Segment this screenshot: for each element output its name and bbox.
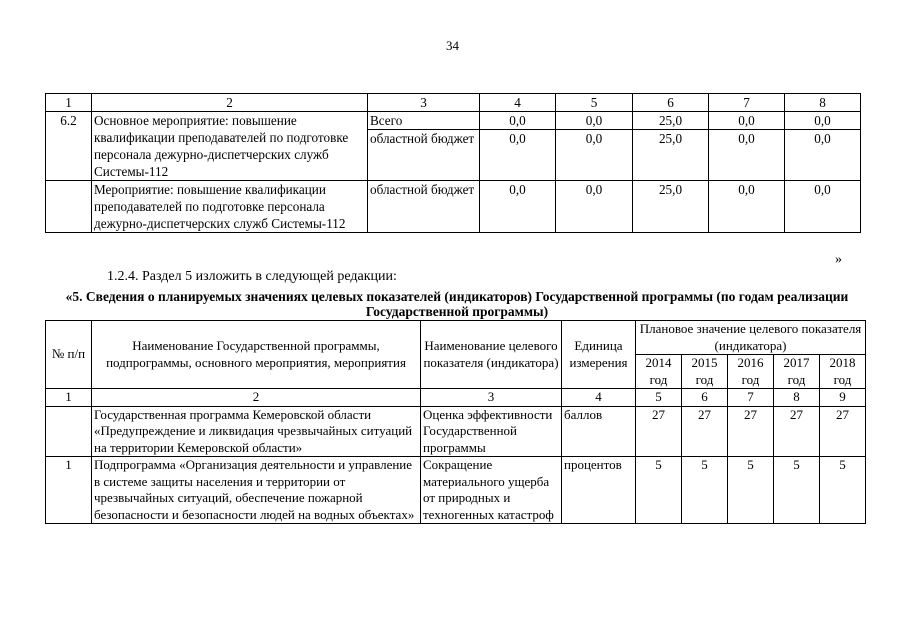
value-cell: 27 [636, 406, 682, 457]
header-cell: 5 [556, 94, 633, 112]
header-cell: 6 [633, 94, 709, 112]
header-year: 2015 год [682, 355, 728, 389]
value-cell: 0,0 [480, 130, 556, 181]
unit: баллов [562, 406, 636, 457]
table-row [46, 181, 861, 233]
program-name: Подпрограмма «Организация деятельности и управление в системе защиты населения и территории от чрезвычайных ситуаций, обеспечение пожарной безопасности и безопасности людей на водных объектах» [92, 457, 421, 524]
table-header-row [46, 321, 866, 355]
header-cell: 8 [785, 94, 861, 112]
funding-source: областной бюджет [368, 181, 480, 233]
program-name: Государственная программа Кемеровской области «Предупреждение и ликвидация чрезвычайных ситуаций на территории Кемеровской области» [92, 406, 421, 457]
column-number: 1 [46, 389, 92, 407]
value-cell: 5 [728, 457, 774, 524]
column-number-row [46, 389, 866, 407]
header-cell: 7 [709, 94, 785, 112]
header-year: 2017 год [774, 355, 820, 389]
value-cell: 27 [774, 406, 820, 457]
row-number: 6.2 [46, 112, 92, 181]
header-cell: 3 [368, 94, 480, 112]
value-cell: 25,0 [633, 112, 709, 130]
column-number: 5 [636, 389, 682, 407]
value-cell: 0,0 [480, 112, 556, 130]
value-cell: 27 [820, 406, 866, 457]
row-number [46, 181, 92, 233]
header-year: 2018 год [820, 355, 866, 389]
value-cell: 0,0 [709, 181, 785, 233]
header-cell: 2 [92, 94, 368, 112]
indicators-table [45, 320, 866, 524]
value-cell: 0,0 [556, 130, 633, 181]
funding-table [45, 93, 861, 233]
funding-source: областной бюджет [368, 130, 480, 181]
section-title: «5. Сведения о планируемых значениях целевых показателей (индикаторов) Государственной программы (по годам реализации Государственной программы) [65, 289, 849, 319]
header-planned: Плановое значение целевого показателя (индикатора) [636, 321, 866, 355]
value-cell: 5 [774, 457, 820, 524]
funding-source: Всего [368, 112, 480, 130]
value-cell: 5 [636, 457, 682, 524]
header-cell: 1 [46, 94, 92, 112]
amendment-paragraph: 1.2.4. Раздел 5 изложить в следующей редакции: [107, 269, 397, 284]
row-number [46, 406, 92, 457]
column-number: 8 [774, 389, 820, 407]
table-row [46, 112, 861, 130]
value-cell: 25,0 [633, 130, 709, 181]
value-cell: 0,0 [556, 181, 633, 233]
page-number: 34 [446, 38, 459, 53]
column-number: 9 [820, 389, 866, 407]
value-cell: 27 [682, 406, 728, 457]
value-cell: 25,0 [633, 181, 709, 233]
value-cell: 0,0 [709, 130, 785, 181]
column-number: 6 [682, 389, 728, 407]
value-cell: 0,0 [480, 181, 556, 233]
value-cell: 0,0 [785, 112, 861, 130]
unit: процентов [562, 457, 636, 524]
column-number: 2 [92, 389, 421, 407]
header-indicator: Наименование целевого показателя (индикатора) [421, 321, 562, 389]
header-cell: 4 [480, 94, 556, 112]
value-cell: 27 [728, 406, 774, 457]
value-cell: 5 [682, 457, 728, 524]
closing-quote: » [835, 252, 842, 267]
indicator-name: Оценка эффективности Государственной программы [421, 406, 562, 457]
activity-name: Основное мероприятие: повышение квалификации преподавателей по подготовке персонала дежурно-диспетчерских служб Системы-112 [92, 112, 368, 181]
column-number: 7 [728, 389, 774, 407]
header-name: Наименование Государственной программы, подпрограммы, основного мероприятия, мероприятия [92, 321, 421, 389]
indicator-name: Сокращение материального ущерба от природных и техногенных катастроф [421, 457, 562, 524]
column-number: 3 [421, 389, 562, 407]
table-row [46, 406, 866, 457]
column-number: 4 [562, 389, 636, 407]
table-row [46, 457, 866, 524]
activity-name: Мероприятие: повышение квалификации преподавателей по подготовке персонала дежурно-диспетчерских служб Системы-112 [92, 181, 368, 233]
value-cell: 0,0 [709, 112, 785, 130]
row-number: 1 [46, 457, 92, 524]
value-cell: 5 [820, 457, 866, 524]
table-header-row [46, 94, 861, 112]
header-year: 2016 год [728, 355, 774, 389]
value-cell: 0,0 [785, 130, 861, 181]
value-cell: 0,0 [785, 181, 861, 233]
header-unit: Единица измерения [562, 321, 636, 389]
header-year: 2014 год [636, 355, 682, 389]
header-num: № п/п [46, 321, 92, 389]
value-cell: 0,0 [556, 112, 633, 130]
